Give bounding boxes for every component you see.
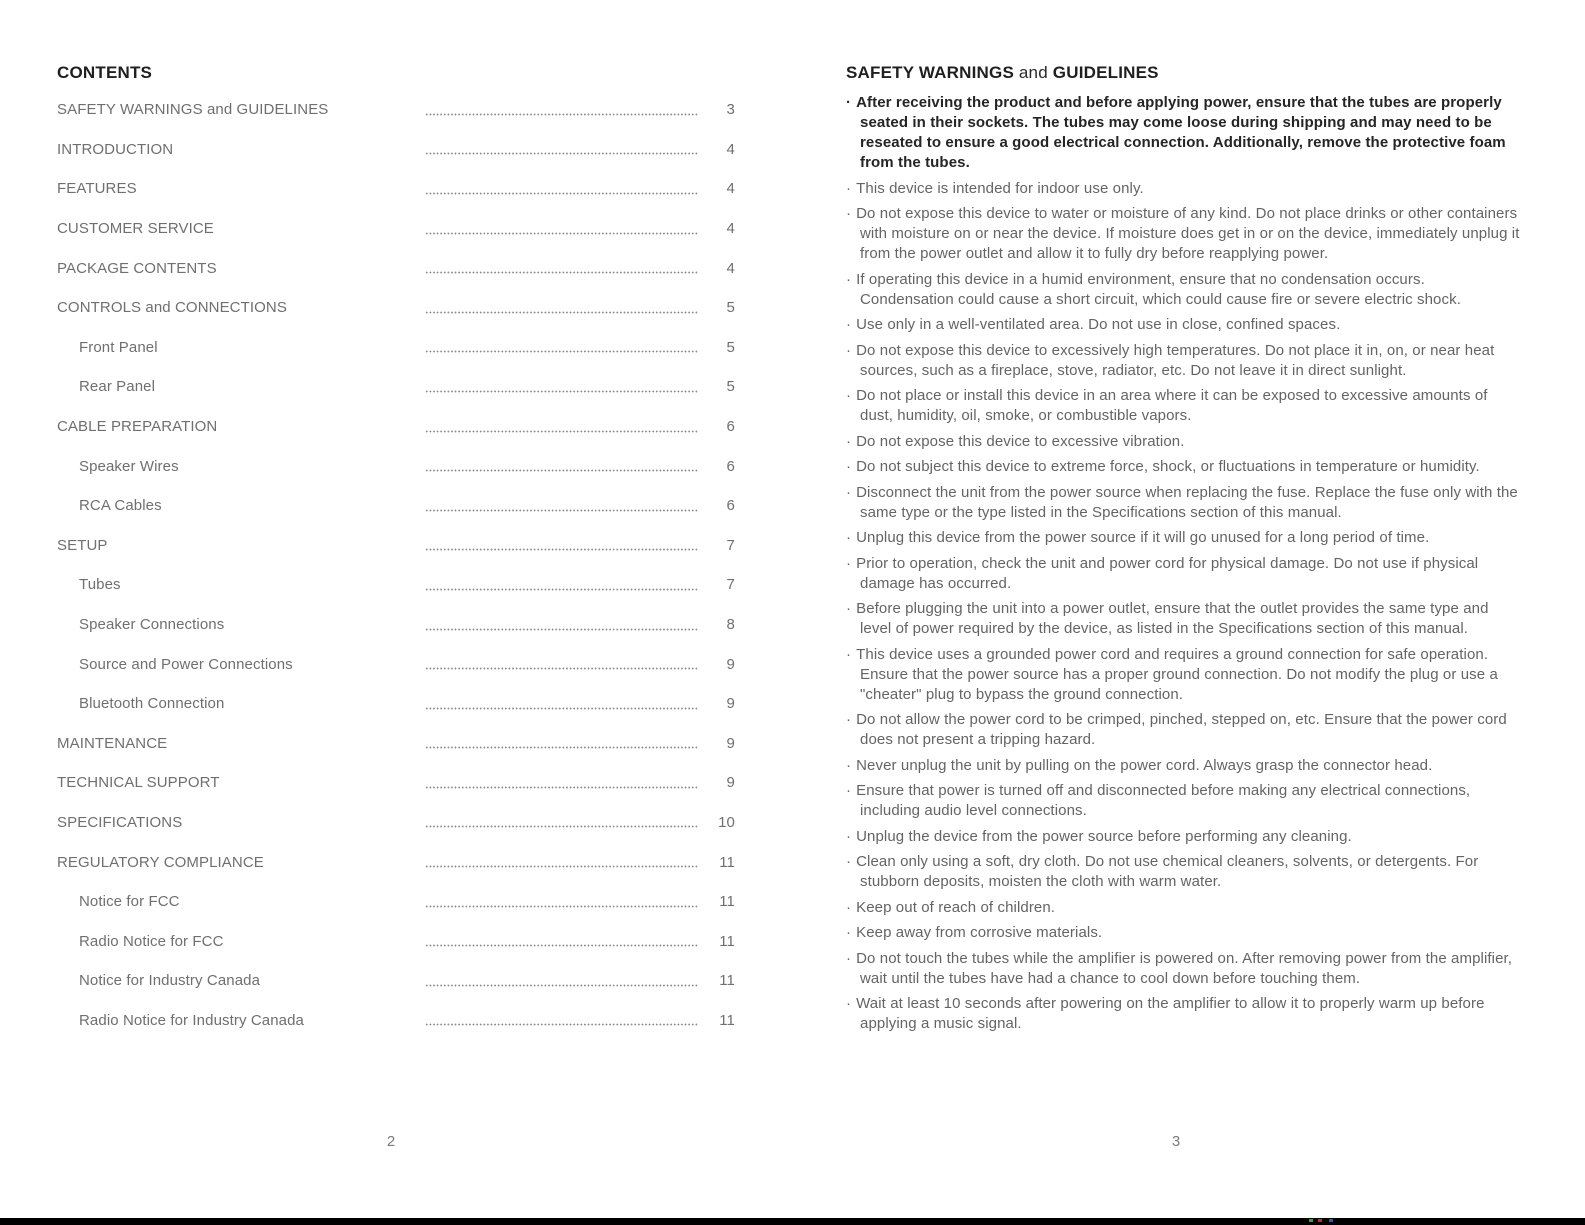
toc-entry — [57, 803, 735, 843]
toc-entry-label: Radio Notice for Industry Canada — [79, 1011, 304, 1029]
toc-entry-page: 10 — [718, 813, 735, 831]
bullet-text: Unplug this device from the power source if it will go unused for a long period of time. — [856, 529, 1430, 546]
toc-entry-label: FEATURES — [57, 180, 137, 198]
toc-entry-label: Speaker Connections — [79, 616, 225, 634]
bullet-icon: · — [846, 853, 852, 870]
dot-leader — [425, 469, 699, 472]
safety-bullet — [846, 645, 1520, 705]
toc-entry — [57, 90, 735, 130]
toc-entry — [57, 882, 735, 922]
bullet-text: Prior to operation, check the unit and power cord for physical damage. Do not use if physical damage has occurred. — [856, 554, 1479, 592]
bullet-icon: · — [846, 432, 852, 450]
dot-leader — [425, 350, 699, 353]
safety-bullet — [846, 852, 1520, 892]
toc-entry-label: Notice for FCC — [79, 893, 180, 911]
safety-bullet — [846, 994, 1520, 1034]
dot-leader — [425, 628, 699, 631]
bullet-text: Unplug the device from the power source before performing any cleaning. — [856, 827, 1352, 845]
bullet-text: This device is intended for indoor use only. — [856, 179, 1144, 197]
toc-entry — [57, 961, 735, 1001]
bullet-icon: · — [846, 995, 852, 1012]
dot-leader — [425, 548, 699, 551]
safety-bullet — [846, 781, 1520, 821]
toc-entry-label: REGULATORY COMPLIANCE — [57, 853, 264, 871]
toc-entry — [57, 328, 735, 368]
bullet-icon: · — [846, 645, 852, 663]
toc-entry-label: Speaker Wires — [79, 457, 179, 475]
toc-entry-page: 11 — [719, 853, 735, 871]
toc-entry-label: CABLE PREPARATION — [57, 418, 218, 436]
bullet-text: Do not expose this device to excessive vibration. — [856, 432, 1185, 450]
toc-entry-page: 6 — [726, 497, 735, 515]
bullet-icon: · — [846, 458, 852, 475]
toc-entry — [57, 407, 735, 447]
toc-entry-page: 8 — [726, 616, 735, 634]
safety-bullet — [846, 949, 1520, 989]
toc-entry-page: 6 — [726, 457, 735, 475]
bottom-bar — [0, 1218, 1585, 1225]
safety-bullet — [846, 710, 1520, 750]
toc-entry-page: 11 — [719, 932, 735, 950]
bullet-icon: · — [846, 924, 852, 941]
toc-entry — [57, 565, 735, 605]
dot-leader — [425, 786, 699, 789]
bullet-text: Clean only using a soft, dry cloth. Do not use chemical cleaners, solvents, or detergents. For stubborn deposits, moisten the cloth with warm water. — [856, 853, 1479, 890]
toc-entry-page: 9 — [726, 734, 735, 752]
bullet-text: If operating this device in a humid environment, ensure that no condensation occurs. Condensation could cause a short circuit, which could cause fire or severe electric shock. — [856, 270, 1461, 308]
bullet-icon: · — [846, 756, 852, 774]
toc-entry — [57, 842, 735, 882]
safety-bullet — [846, 554, 1520, 594]
safety-bullet — [846, 528, 1520, 548]
toc-entry-label: SAFETY WARNINGS and GUIDELINES — [57, 101, 329, 119]
toc-entry-label: Front Panel — [79, 338, 158, 356]
safety-title-bold2: GUIDELINES — [1052, 63, 1159, 82]
safety-bullet — [846, 756, 1520, 776]
bullet-text: Do not place or install this device in an area where it can be exposed to excessive amounts of dust, humidity, oil, smoke, or combustible vapors. — [856, 387, 1488, 424]
bullet-icon: · — [846, 949, 852, 967]
toc-entry-label: CONTROLS and CONNECTIONS — [57, 299, 287, 317]
toc-entry-label: CUSTOMER SERVICE — [57, 220, 214, 238]
toc-entry — [57, 367, 735, 407]
print-mark-red — [1318, 1219, 1322, 1222]
dot-leader — [425, 944, 699, 947]
bullet-text: Keep out of reach of children. — [856, 898, 1056, 916]
dot-leader — [425, 1023, 699, 1026]
bullet-icon: · — [846, 554, 852, 572]
dot-leader — [425, 152, 699, 155]
bullet-text: Never unplug the unit by pulling on the power cord. Always grasp the connector head. — [856, 756, 1433, 774]
safety-bullet — [846, 898, 1520, 918]
safety-title-and: and — [1013, 63, 1053, 82]
dot-leader — [425, 271, 699, 274]
toc-entry-page: 3 — [726, 101, 735, 119]
toc-entry-page: 7 — [726, 576, 735, 594]
page-number-right: 3 — [1171, 1133, 1181, 1150]
dot-leader — [425, 984, 699, 987]
toc-entry — [57, 446, 735, 486]
toc-entry-page: 5 — [726, 338, 735, 356]
bullet-text: Before plugging the unit into a power outlet, ensure that the outlet provides the same type and level of power required by the device, as listed in the Specifications section of this manual. — [856, 600, 1489, 637]
toc-entry-label: SETUP — [57, 536, 108, 554]
bullet-text: Do not allow the power cord to be crimped, pinched, stepped on, etc. Ensure that the power cord does not present a tripping hazard. — [856, 711, 1507, 748]
toc-entry — [57, 1001, 735, 1041]
toc-entry-page: 9 — [726, 695, 735, 713]
safety-bullet — [846, 315, 1520, 335]
toc-entry-page: 6 — [726, 418, 735, 436]
toc-entry-label: Tubes — [79, 576, 121, 594]
toc-entry-label: Notice for Industry Canada — [79, 972, 261, 990]
toc-entry-page: 9 — [726, 655, 735, 673]
toc-entry-page: 5 — [726, 378, 735, 396]
dot-leader — [425, 865, 699, 868]
bullet-text: Do not touch the tubes while the amplifier is powered on. After removing power from the amplifier, wait until the tubes have had a chance to cool down before touching them. — [856, 949, 1513, 987]
toc-entry-label: Source and Power Connections — [79, 655, 293, 673]
bullet-text: After receiving the product and before applying power, ensure that the tubes are properly seated in their sockets. The tubes may come loose during shipping and may need to be reseated to ensure a good electrical connection. Additionally, remove the protective foam from the tubes. — [856, 94, 1506, 171]
toc-entry-label: SPECIFICATIONS — [57, 813, 183, 831]
bullet-icon: · — [846, 529, 852, 546]
dot-leader — [425, 113, 699, 116]
dot-leader — [425, 825, 699, 828]
dot-leader — [425, 667, 699, 670]
bullet-text: Do not expose this device to excessively high temperatures. Do not place it in, on, or near heat sources, such as a fireplace, stove, radiator, etc. Do not leave it in direct sunlight. — [856, 341, 1495, 379]
toc-entry-label: Rear Panel — [79, 378, 156, 396]
toc-entry-page: 7 — [726, 536, 735, 554]
bullet-icon: · — [846, 94, 852, 111]
safety-bullet — [846, 341, 1520, 381]
toc-entry — [57, 130, 735, 170]
toc-entry-page: 11 — [719, 972, 735, 990]
bullet-icon: · — [846, 782, 852, 799]
contents-title: CONTENTS — [57, 63, 153, 82]
safety-title — [846, 62, 1520, 84]
toc-entry-page: 9 — [726, 774, 735, 792]
bullet-icon: · — [846, 711, 852, 728]
toc-entry — [57, 684, 735, 724]
dot-leader — [425, 430, 699, 433]
toc-entry — [57, 486, 735, 526]
safety-bullet — [846, 827, 1520, 847]
toc-entry-page: 5 — [726, 299, 735, 317]
bullet-text: Do not subject this device to extreme force, shock, or fluctuations in temperature or humidity. — [856, 458, 1480, 475]
page-number-left: 2 — [386, 1133, 396, 1150]
bullet-icon: · — [846, 600, 852, 617]
dot-leader — [425, 588, 699, 591]
dot-leader — [425, 232, 699, 235]
safety-bullet — [846, 93, 1520, 173]
bullet-icon: · — [846, 827, 852, 845]
toc-entry-label: INTRODUCTION — [57, 140, 174, 158]
dot-leader — [425, 746, 699, 749]
dot-leader — [425, 192, 699, 195]
toc-entry — [57, 526, 735, 566]
bullet-icon: · — [846, 898, 852, 916]
safety-page — [846, 62, 1520, 1040]
toc-entry-label: RCA Cables — [79, 497, 162, 515]
dot-leader — [425, 707, 699, 710]
print-mark-blue — [1329, 1219, 1333, 1222]
bullet-text: This device uses a grounded power cord and requires a ground connection for safe operation. Ensure that the power source has a proper ground connection. Do not modify the plug or use a "cheater" plug to bypass the ground connection. — [856, 645, 1498, 703]
toc-entry-page: 11 — [719, 1011, 735, 1029]
safety-bullet — [846, 432, 1520, 452]
safety-bullet — [846, 483, 1520, 523]
bullet-text: Ensure that power is turned off and disconnected before making any electrical connections, including audio level connections. — [856, 782, 1471, 819]
toc-entry-label: MAINTENANCE — [57, 734, 168, 752]
safety-bullet — [846, 179, 1520, 199]
toc-entry-label: PACKAGE CONTENTS — [57, 259, 217, 277]
toc-entry-page: 4 — [726, 220, 735, 238]
bullet-icon: · — [846, 179, 852, 197]
dot-leader — [425, 509, 699, 512]
bullet-text: Keep away from corrosive materials. — [856, 924, 1103, 941]
bullet-text: Disconnect the unit from the power source when replacing the fuse. Replace the fuse only with the same type or the type listed in the Specifications section of this manual. — [856, 483, 1518, 521]
toc-entry-page: 4 — [726, 259, 735, 277]
toc-entry — [57, 763, 735, 803]
bullet-icon: · — [846, 205, 852, 222]
safety-title-bold1: SAFETY WARNINGS — [846, 63, 1014, 82]
toc-entry — [57, 724, 735, 764]
bullet-text: Use only in a well-ventilated area. Do not use in close, confined spaces. — [856, 316, 1341, 333]
table-of-contents — [57, 90, 735, 1040]
dot-leader — [425, 390, 699, 393]
safety-bullet — [846, 457, 1520, 477]
bullet-text: Wait at least 10 seconds after powering on the amplifier to allow it to properly warm up before applying a music signal. — [856, 995, 1485, 1032]
contents-page — [57, 62, 735, 1040]
safety-bullet — [846, 204, 1520, 264]
toc-entry-page: 4 — [726, 140, 735, 158]
toc-entry — [57, 169, 735, 209]
bullet-text: Do not expose this device to water or moisture of any kind. Do not place drinks or other containers with moisture on or near the device. If moisture does get in or on the device, immediately unplug it from the power outlet and allow it to fully dry before reapplying power. — [856, 205, 1520, 262]
safety-bullet — [846, 270, 1520, 310]
bullet-icon: · — [846, 270, 852, 288]
toc-entry-label: Bluetooth Connection — [79, 695, 225, 713]
toc-entry — [57, 209, 735, 249]
bullet-icon: · — [846, 483, 852, 501]
toc-entry — [57, 248, 735, 288]
toc-entry — [57, 921, 735, 961]
safety-bullet — [846, 386, 1520, 426]
print-mark-green — [1309, 1219, 1313, 1222]
toc-entry-label: TECHNICAL SUPPORT — [57, 774, 220, 792]
toc-entry — [57, 644, 735, 684]
safety-bullet — [846, 923, 1520, 943]
toc-entry-page: 11 — [719, 893, 735, 911]
toc-entry — [57, 605, 735, 645]
safety-bullet — [846, 599, 1520, 639]
bullet-icon: · — [846, 387, 852, 404]
bullet-icon: · — [846, 341, 852, 359]
toc-entry-page: 4 — [726, 180, 735, 198]
dot-leader — [425, 905, 699, 908]
dot-leader — [425, 311, 699, 314]
bullet-icon: · — [846, 316, 852, 333]
toc-entry-label: Radio Notice for FCC — [79, 932, 224, 950]
toc-entry — [57, 288, 735, 328]
safety-bullet-list — [846, 93, 1520, 1034]
